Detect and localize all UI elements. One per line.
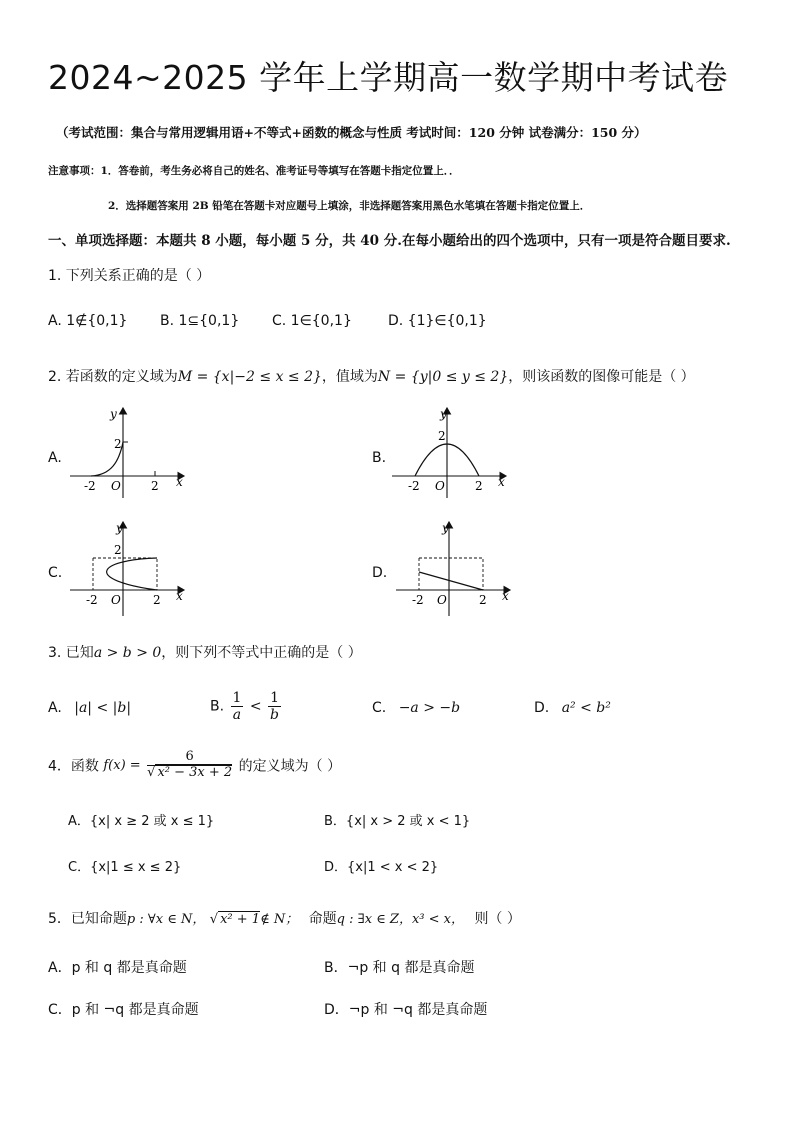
graph-a-x-tick-2: 2 — [151, 479, 159, 493]
exam-title: 2024~2025 学年上学期高一数学期中考试卷 — [48, 58, 729, 97]
q3-option-c-expr: −a > −b — [398, 700, 461, 716]
q2-label-a: A. — [48, 450, 62, 466]
q1-option-b: B. 1⊆{0,1} — [160, 313, 240, 329]
q1-stem: 1. 下列关系正确的是（ ） — [48, 268, 211, 284]
graph-c-origin: O — [111, 593, 121, 607]
graph-d-x-tick-2: 2 — [479, 593, 487, 607]
graph-b-x-tick-neg2: -2 — [408, 479, 420, 493]
graph-c-x-tick-2: 2 — [153, 593, 161, 607]
q2-stem-mid: ，值域为 — [321, 369, 378, 385]
q3-stem — [48, 642, 362, 662]
graph-c-x-tick-neg2: -2 — [86, 593, 98, 607]
q2-stem-pre: 2. 若函数的定义域为 — [48, 369, 178, 385]
q3-option-b-frac1 — [231, 690, 244, 723]
q3-option-b-frac2 — [268, 690, 281, 723]
q2-graph-d — [392, 518, 522, 618]
q2-label-d: D. — [372, 565, 388, 581]
q1-option-c: C. 1∈{0,1} — [272, 313, 352, 329]
graph-b-y-label: y — [440, 407, 447, 421]
q4-fx: f(x) = — [103, 757, 141, 773]
q1-option-a: A. 1∉{0,1} — [48, 313, 128, 329]
graph-b-origin: O — [435, 479, 445, 493]
exam-info: （考试范围：集合与常用逻辑用语+不等式+函数的概念与性质 考试时间：120 分钟 试卷满分：150 分） — [56, 125, 647, 140]
q2-stem-post: ，则该函数的图像可能是（ ） — [508, 369, 695, 385]
q3-option-b-lt: < — [249, 698, 262, 715]
graph-d-x-tick-neg2: -2 — [412, 593, 424, 607]
graph-a-y-tick-2: 2 — [114, 437, 122, 451]
q3-option-a-expr: |a| < |b| — [74, 700, 132, 716]
frac1-denominator: a — [232, 707, 242, 724]
q5-stem — [48, 908, 521, 928]
q3-option-c-label: C. — [372, 700, 387, 716]
section-heading: 一、单项选择题：本题共 8 小题，每小题 5 分，共 40 分.在每小题给出的四个选项中，只有一项是符合题目要求. — [48, 233, 731, 249]
graph-d-y-label: y — [442, 521, 449, 535]
q5-stem-pre: 5．已知命题 — [48, 911, 127, 927]
q4-option-b: B．{x| x > 2 或 x < 1} — [324, 814, 471, 829]
q1-option-d: D. {1}∈{0,1} — [388, 313, 487, 329]
q4-radicand: x² − 3x + 2 — [157, 764, 233, 780]
q3-condition: a > b > 0 — [93, 645, 162, 661]
graph-c-x-label: x — [176, 589, 183, 603]
graph-d-origin: O — [437, 593, 447, 607]
q5-option-c: C．p 和 ¬q 都是真命题 — [48, 1002, 199, 1018]
q5-q: q : ∃x ∈ Z，x³ < x， — [336, 912, 464, 927]
q5-p-radicand: x² + 1 — [220, 912, 261, 927]
q2-graph-c — [66, 518, 196, 618]
frac2-denominator: b — [270, 707, 280, 724]
graph-c-y-tick-2: 2 — [114, 543, 122, 557]
q5-q-pre: 命题 — [308, 911, 337, 927]
graph-d-x-label: x — [502, 589, 509, 603]
q2-domain: M = {x|−2 ≤ x ≤ 2} — [177, 369, 322, 385]
q5-p: p : ∀x ∈ N， — [126, 912, 206, 927]
frac2-numerator: 1 — [270, 690, 279, 706]
q2-graph-b — [388, 404, 518, 500]
q2-stem — [48, 366, 695, 386]
graph-b-x-tick-2: 2 — [475, 479, 483, 493]
q4-numerator: 6 — [147, 750, 232, 766]
q5-option-a: A．p 和 q 都是真命题 — [48, 960, 187, 976]
q3-option-d-expr: a² < b² — [561, 700, 611, 716]
q2-label-b: B. — [372, 450, 387, 466]
q2-graph-a — [66, 404, 196, 500]
q3-stem-post: ，则下列不等式中正确的是（ ） — [161, 645, 362, 661]
q4-option-d: D．{x|1 < x < 2} — [324, 860, 439, 875]
graph-c-y-label: y — [116, 521, 123, 535]
q3-option-b-label: B. — [210, 698, 225, 715]
q5-stem-post: 则（ ） — [474, 911, 521, 927]
q4-option-c: C．{x|1 ≤ x ≤ 2} — [68, 860, 182, 875]
q3-stem-pre: 3. 已知 — [48, 645, 94, 661]
q4-fraction — [147, 750, 232, 781]
q3-option-a-label: A. — [48, 700, 62, 716]
q3-option-a — [48, 700, 131, 716]
graph-a-origin: O — [111, 479, 121, 493]
q4-denominator — [147, 766, 232, 781]
q2-label-c: C. — [48, 565, 63, 581]
graph-a-x-tick-neg2: -2 — [84, 479, 96, 493]
sqrt-symbol: √ — [147, 764, 156, 780]
q5-option-b: B．¬p 和 q 都是真命题 — [324, 960, 475, 976]
q5-p-tail: ∉ N； — [260, 912, 299, 927]
q5-option-d: D．¬p 和 ¬q 都是真命题 — [324, 1002, 488, 1018]
note-1: 注意事项：1．答卷前，考生务必将自己的姓名、准考证号等填写在答题卡指定位置上．． — [48, 165, 460, 177]
graph-b-y-tick-2: 2 — [438, 429, 446, 443]
q3-option-d — [534, 700, 611, 716]
q3-option-c — [372, 700, 460, 716]
graph-b-x-label: x — [498, 475, 505, 489]
q3-option-d-label: D. — [534, 700, 550, 716]
graph-a-y-label: y — [110, 407, 117, 421]
graph-a-x-label: x — [176, 475, 183, 489]
note-2: 2．选择题答案用 2B 铅笔在答题卡对应题号上填涂，非选择题答案用黑色水笔填在答题卡指定位置上． — [108, 200, 591, 212]
q4-stem — [48, 750, 341, 781]
q4-stem-pre: 4．函数 — [48, 758, 99, 775]
q3-option-b — [210, 690, 283, 723]
frac1-numerator: 1 — [232, 690, 242, 706]
q4-stem-post: 的定义域为（ ） — [238, 758, 342, 775]
q2-range: N = {y|0 ≤ y ≤ 2} — [377, 369, 509, 385]
q4-option-a: A．{x| x ≥ 2 或 x ≤ 1} — [68, 814, 215, 829]
sqrt-symbol: √ — [209, 912, 219, 927]
